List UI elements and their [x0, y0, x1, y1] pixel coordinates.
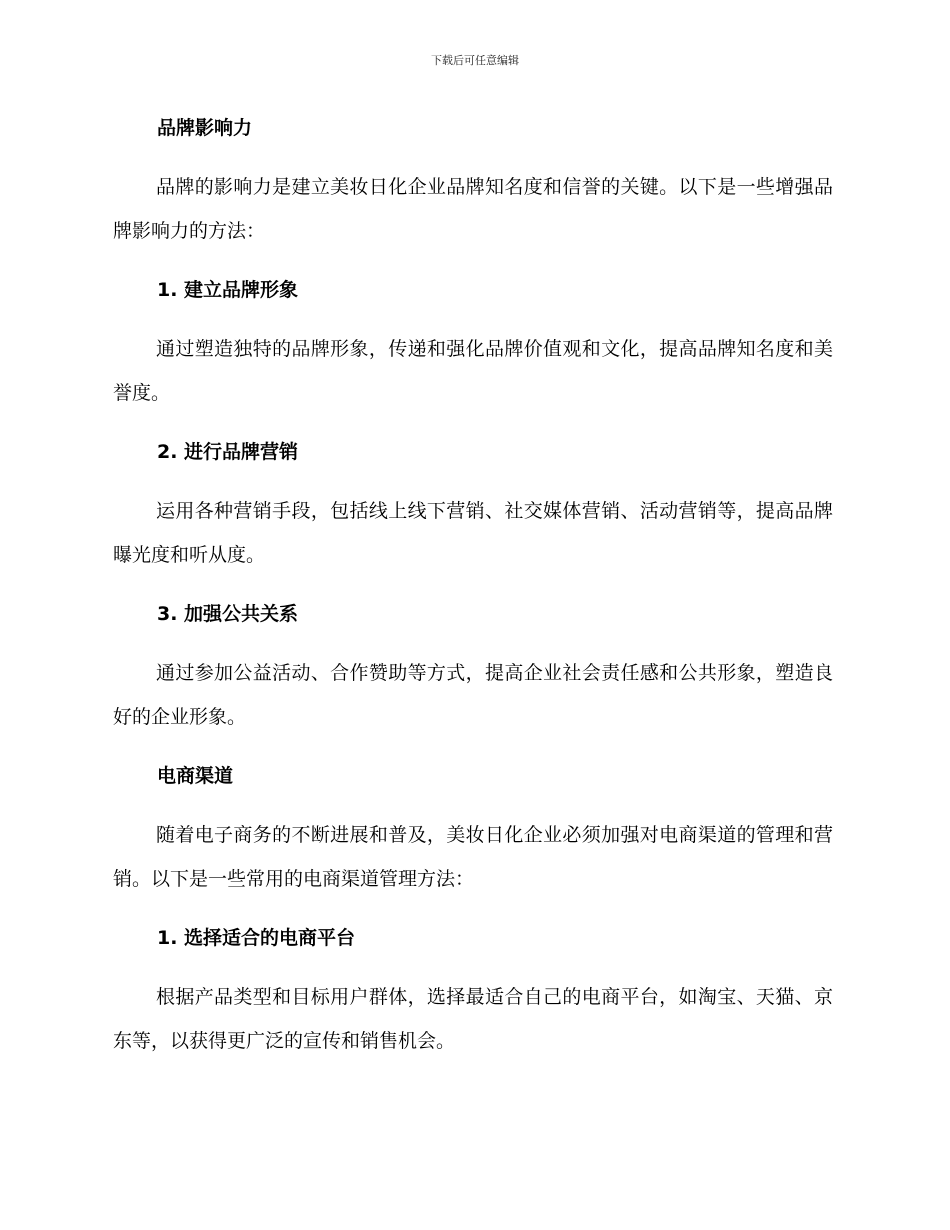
paragraph-choose-platform: 根据产品类型和目标用户群体，选择最适合自己的电商平台，如淘宝、天猫、京东等，以获得更广泛的宣传和销售机会。: [113, 986, 833, 1052]
paragraph-build-brand-image: 通过塑造独特的品牌形象，传递和强化品牌价值观和文化，提高品牌知名度和美誉度。: [113, 338, 833, 404]
paragraph-brand-influence-intro: 品牌的影响力是建立美妆日化企业品牌知名度和信誉的关键。以下是一些增强品牌影响力的方法：: [113, 176, 833, 242]
paragraph-public-relations: 通过参加公益活动、合作赞助等方式，提高企业社会责任感和公共形象，塑造良好的企业形象。: [113, 662, 833, 728]
subheading-brand-marketing: 2. 进行品牌营销: [157, 441, 299, 463]
section-heading-brand-influence: 品牌影响力: [157, 117, 253, 139]
paragraph-brand-marketing: 运用各种营销手段，包括线上线下营销、社交媒体营销、活动营销等，提高品牌曝光度和听从度。: [113, 500, 833, 566]
paragraph-ecommerce-intro: 随着电子商务的不断进展和普及，美妆日化企业必须加强对电商渠道的管理和营销。以下是一些常用的电商渠道管理方法：: [113, 824, 833, 890]
subheading-build-brand-image: 1. 建立品牌形象: [157, 279, 299, 301]
document-body: [113, 112, 833, 1084]
subheading-public-relations: 3. 加强公共关系: [157, 603, 299, 625]
section-heading-ecommerce-channels: 电商渠道: [157, 765, 234, 787]
page-header: 下载后可任意编辑: [431, 54, 519, 67]
subheading-choose-platform: 1. 选择适合的电商平台: [157, 927, 356, 949]
